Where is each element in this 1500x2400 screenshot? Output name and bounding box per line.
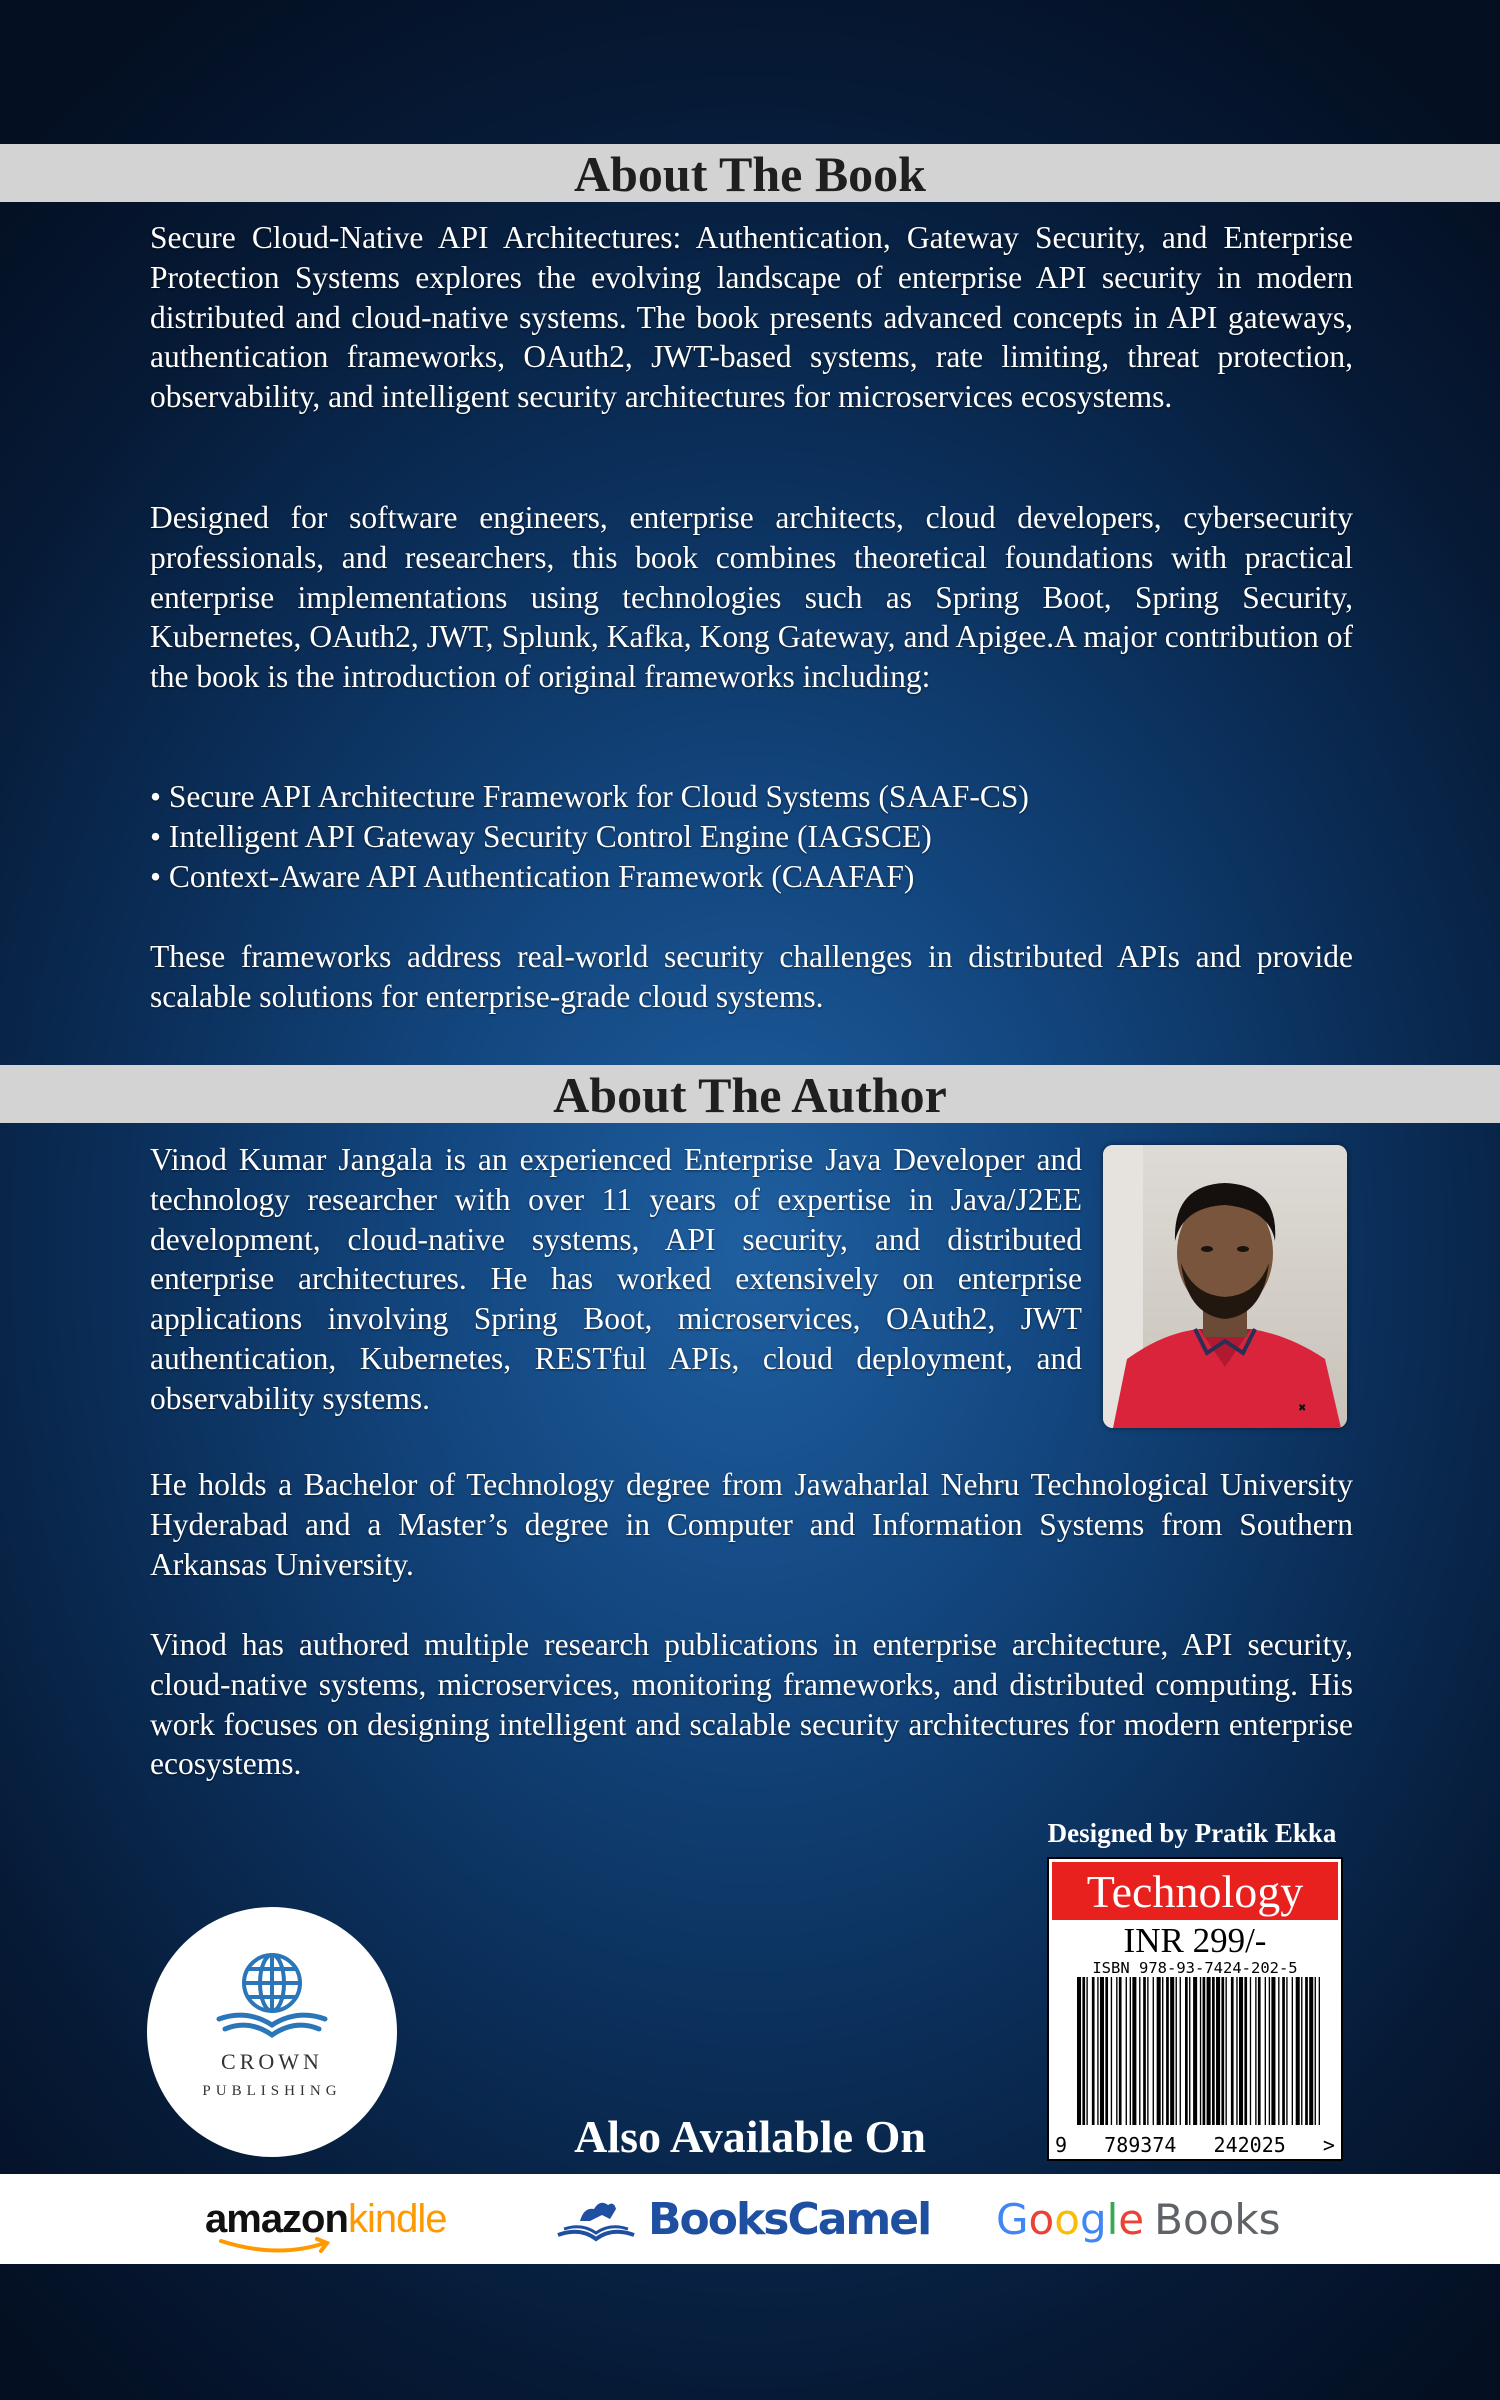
barcode-bar xyxy=(1309,1977,1313,2125)
barcode-bar xyxy=(1097,1977,1098,2125)
barcode-bar xyxy=(1286,1977,1287,2125)
barcode-bar xyxy=(1166,1977,1169,2125)
barcode-bar xyxy=(1086,1977,1087,2125)
google-letter: o xyxy=(1054,2194,1080,2244)
barcode-bar xyxy=(1244,1977,1247,2125)
google-letter: g xyxy=(1079,2194,1107,2244)
barcode-bar xyxy=(1271,1977,1275,2125)
barcode-bar xyxy=(1193,1977,1197,2125)
price-label: INR 299/- xyxy=(1123,1921,1267,1960)
framework-list-item: • Context-Aware API Authentication Framework (CAAFAF) xyxy=(150,858,915,894)
barcode-bar xyxy=(1319,1977,1320,2125)
about-book-heading: About The Book xyxy=(0,144,1500,202)
bookscamel-wordmark: BooksCamel xyxy=(648,2193,931,2245)
barcode-bar xyxy=(1315,1977,1316,2125)
publisher-logo xyxy=(147,1907,397,2157)
books-wordmark: Books xyxy=(1154,2194,1281,2244)
barcode-bar xyxy=(1221,1977,1224,2125)
barcode-bar xyxy=(1296,1977,1300,2125)
author-photo xyxy=(1103,1145,1347,1428)
amazon-kindle-logo[interactable] xyxy=(205,2174,446,2264)
barcode-bar xyxy=(1203,1977,1206,2125)
barcode-bar xyxy=(1100,1977,1104,2125)
camel-book-icon xyxy=(550,2191,642,2247)
barcode-bar xyxy=(1250,1977,1251,2125)
barcode-bar xyxy=(1185,1977,1188,2125)
barcode-bar xyxy=(1231,1977,1234,2125)
barcode-bar xyxy=(1147,1977,1148,2125)
kindle-wordmark: kindle xyxy=(347,2196,447,2241)
book-description-paragraph-2: Designed for software engineers, enterprise architects, cloud developers, cybersecurity professionals, and researchers, this book combines theoretical foundations with practical enterprise implementations using technologies such as Spring Boot, Spring Security, Kubernetes, OAuth2, JWT, Splunk, Kafka, Kong Gateway, and Apigee.A major contribution of the book is the introduction of original frameworks including: xyxy=(150,500,1353,695)
barcode-bar xyxy=(1092,1977,1095,2125)
google-books-logo[interactable] xyxy=(996,2174,1281,2264)
barcode-bar xyxy=(1216,1977,1220,2125)
barcode-bar xyxy=(1282,1977,1285,2125)
barcode-bar xyxy=(1269,1977,1270,2125)
barcode-digit-group: 9 xyxy=(1055,2133,1068,2157)
barcode-bar xyxy=(1305,1977,1308,2125)
author-bio-paragraph-2: He holds a Bachelor of Technology degree from Jawaharlal Nehru Technological University Hyderabad and a Master’s degree in Computer and Information Systems from Southern Arkansas University. xyxy=(150,1467,1353,1582)
barcode-bar xyxy=(1176,1977,1177,2125)
barcode-bar xyxy=(1170,1977,1174,2125)
amazon-smile-icon xyxy=(217,2237,337,2255)
price-isbn-box xyxy=(1047,1857,1343,2161)
framework-list xyxy=(150,777,1353,896)
google-letter: e xyxy=(1118,2194,1145,2244)
bookscamel-logo[interactable] xyxy=(550,2174,930,2264)
barcode-bar xyxy=(1239,1977,1243,2125)
open-book-icon xyxy=(219,2015,325,2035)
barcode-bar xyxy=(1207,1977,1211,2125)
author-bio-paragraph-1: Vinod Kumar Jangala is an experienced Enterprise Java Developer and technology researcher with over 11 years of expertise in Java/J2EE development, cloud-native systems, API security, and distributed enterprise architectures. He has worked extensively on enterprise applications involving Spring Boot, microservices, OAuth2, JWT authentication, Kubernetes, RESTful APIs, cloud deployment, and observability systems. xyxy=(150,1142,1082,1416)
globe-icon xyxy=(244,1955,300,2011)
designer-credit: Designed by Pratik Ekka xyxy=(1047,1818,1337,1848)
google-letter: o xyxy=(1028,2194,1055,2244)
barcode-bar xyxy=(1082,1977,1085,2125)
barcode-bar xyxy=(1162,1977,1163,2125)
barcode-bar xyxy=(1255,1977,1256,2125)
barcode-bar xyxy=(1258,1977,1261,2125)
publisher-name: CROWN xyxy=(221,2049,323,2074)
barcode-bar xyxy=(1200,1977,1201,2125)
about-author-heading: About The Author xyxy=(0,1065,1500,1123)
barcode-bar xyxy=(1157,1977,1161,2125)
barcode-bar xyxy=(1077,1977,1081,2125)
framework-list-item: • Secure API Architecture Framework for Cloud Systems (SAAF-CS) xyxy=(150,779,1029,814)
barcode-bar xyxy=(1143,1977,1146,2125)
barcode-bar xyxy=(1126,1977,1127,2125)
barcode-bar xyxy=(1153,1977,1154,2125)
svg-text:✖: ✖ xyxy=(1298,1403,1307,1414)
barcode-digit-group: > xyxy=(1322,2133,1335,2157)
barcode-bar xyxy=(1111,1977,1112,2125)
barcode-bar xyxy=(1236,1977,1237,2125)
barcode-bar xyxy=(1180,1977,1181,2125)
barcode-bar xyxy=(1132,1977,1136,2125)
barcode-digit-group: 789374 xyxy=(1104,2133,1177,2157)
barcode-bar xyxy=(1292,1977,1293,2125)
isbn-label: ISBN 978-93-7424-202-5 xyxy=(1092,1959,1298,1977)
book-description-paragraph-3: These frameworks address real-world security challenges in distributed APIs and provide scalable solutions for enterprise-grade cloud systems. xyxy=(150,939,1353,1014)
barcode xyxy=(1077,1977,1325,2125)
store-strip xyxy=(0,2174,1500,2264)
barcode-bar xyxy=(1212,1977,1215,2125)
framework-list-item: • Intelligent API Gateway Security Control Engine (IAGSCE) xyxy=(150,818,932,854)
barcode-bar xyxy=(1105,1977,1108,2125)
amazon-wordmark: amazon xyxy=(205,2196,348,2241)
barcode-bar xyxy=(1226,1977,1227,2125)
publisher-subtitle: PUBLISHING xyxy=(202,2083,342,2099)
also-available-heading: Also Available On xyxy=(574,2111,926,2162)
google-letter: G xyxy=(996,2194,1029,2244)
category-label: Technology xyxy=(1052,1862,1338,1920)
barcode-bar xyxy=(1116,1977,1117,2125)
barcode-digits xyxy=(1055,2133,1335,2157)
google-letter: l xyxy=(1106,2194,1119,2244)
author-bio-paragraph-3: Vinod has authored multiple research publications in enterprise architecture, API security, cloud-native systems, microservices, monitoring frameworks, and distributed computing. His work focuses on designing intelligent and scalable security architectures for modern enterprise ecosystems. xyxy=(150,1627,1353,1782)
barcode-bar xyxy=(1189,1977,1190,2125)
barcode-bar xyxy=(1130,1977,1131,2125)
barcode-bar xyxy=(1301,1977,1302,2125)
barcode-bar xyxy=(1278,1977,1279,2125)
book-description-paragraph-1: Secure Cloud-Native API Architectures: Authentication, Gateway Security, and Enterprise Protection Systems explores the evolving landscape of enterprise API security in modern distributed and cloud-native systems. The book presents advanced concepts in API gateways, authentication frameworks, OAuth2, JWT-based systems, rate limiting, threat protection, observability, and intelligent security architectures for microservices ecosystems. xyxy=(150,220,1353,415)
barcode-bar xyxy=(1119,1977,1122,2125)
barcode-digit-group: 242025 xyxy=(1213,2133,1286,2157)
barcode-bar xyxy=(1265,1977,1266,2125)
barcode-bar xyxy=(1139,1977,1140,2125)
